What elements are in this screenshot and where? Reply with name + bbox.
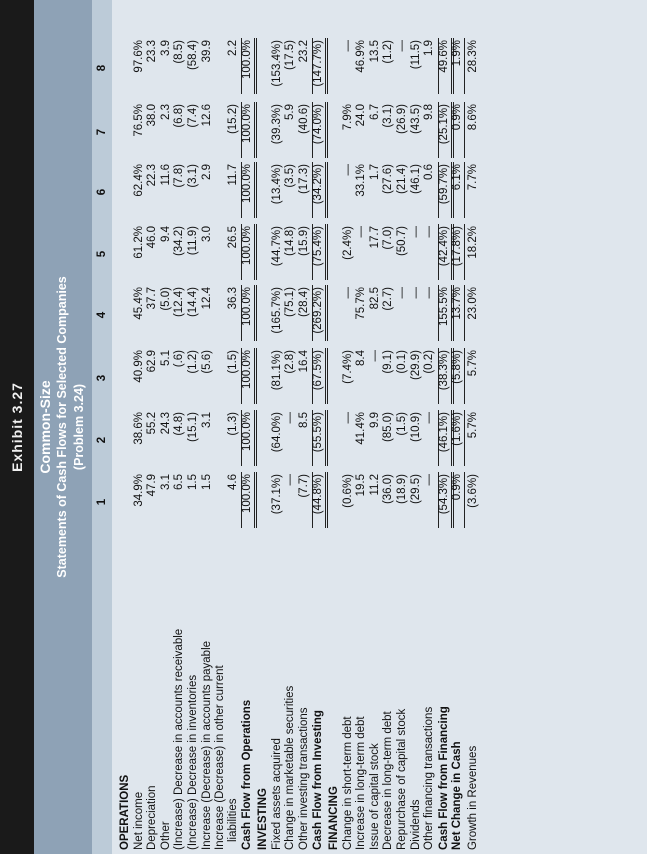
investing-row-3-col-3: 16.4 — [297, 350, 310, 373]
operations-total-col-4: 100.0% — [241, 287, 254, 327]
net-change-rule-7 — [464, 102, 465, 158]
operations-total-col-6: 100.0% — [241, 164, 254, 204]
operations-row-5-col-3: (1.2) — [187, 350, 199, 374]
operations-row-3-label: Other — [159, 821, 172, 850]
operations-row-6-col-4: 12.4 — [200, 287, 213, 310]
financing-row-1-col-1: (0.6%) — [341, 474, 354, 508]
operations-row-5-col-7: (7.4) — [187, 104, 199, 128]
operations-row-1-col-8: 97.6% — [132, 40, 145, 73]
financing-row-2-col-8: 46.9% — [355, 40, 368, 73]
financing-row-3-col-7: 6.7 — [368, 104, 381, 120]
financing-row-7-col-3: (0.2) — [423, 350, 436, 374]
growth-col-5: 18.2% — [466, 226, 479, 259]
investing-row-1-label: Fixed assets acquired — [270, 738, 283, 850]
growth-col-2: 5.7% — [466, 412, 479, 439]
financing-row-4-col-1: (36.0) — [382, 474, 395, 505]
financing-row-3-label: Issue of capital stock — [368, 743, 381, 850]
financing-row-6-col-4: — — [409, 287, 422, 299]
financing-row-4-col-4: (2.7) — [382, 287, 395, 311]
net-change-col-2: (1.6%) — [451, 412, 464, 446]
net-change-rule-5 — [464, 224, 465, 280]
operations-total-col-5: 100.0% — [241, 226, 254, 266]
operations-row-4-col-5: (34.2) — [173, 226, 186, 257]
operations-row-5-col-6: (3.1) — [187, 164, 199, 188]
operations-heading: OPERATIONS — [119, 774, 131, 850]
operations-row-1-col-1: 34.9% — [132, 474, 145, 507]
investing-row-3-col-8: 23.2 — [297, 40, 310, 63]
financing-total-col-3: (38.3%) — [437, 350, 450, 391]
financing-row-1-col-2: — — [341, 412, 354, 424]
financing-row-2-col-2: 41.4% — [355, 412, 368, 445]
financing-row-3-col-2: 9.9 — [368, 412, 381, 428]
operations-row-2-col-1: 47.9 — [146, 474, 159, 497]
financing-row-4-col-7: (3.1) — [382, 104, 395, 128]
financing-row-1-col-5: (2.4%) — [341, 226, 354, 260]
financing-row-6-col-5: — — [409, 226, 422, 238]
investing-total-col-4: (269.2%) — [312, 287, 325, 334]
growth-col-4: 23.0% — [466, 287, 479, 320]
investing-row-2-col-6: (3.5) — [284, 164, 297, 188]
financing-row-4-col-3: (9.1) — [382, 350, 395, 374]
operations-row-4-col-3: (.6) — [173, 350, 186, 368]
operations-row-4-col-6: (7.8) — [173, 164, 186, 188]
investing-row-3-col-4: (28.4) — [297, 287, 310, 318]
investing-row-2-col-1: — — [284, 474, 297, 486]
financing-row-7-col-8: 1.9 — [423, 40, 436, 56]
operations-row-6-col-6: 2.9 — [200, 164, 213, 180]
operations-row-1-col-7: 76.5% — [132, 104, 145, 137]
financing-total-col-5: (42.4%) — [437, 226, 450, 267]
financing-total-col-4: 155.5% — [437, 287, 450, 327]
financing-row-2-col-6: 33.1% — [355, 164, 368, 197]
investing-total-col-8: (147.7%) — [312, 40, 325, 87]
operations-total-col-2: 100.0% — [241, 412, 254, 452]
financing-row-2-col-1: 19.5 — [355, 474, 368, 497]
financing-total-label: Cash Flow from Financing — [437, 706, 450, 850]
investing-row-1-col-2: (64.0%) — [270, 412, 283, 453]
subtitle-text: Statements of Cash Flows for Selected Companies — [55, 276, 69, 578]
operations-total-label: Cash Flow from Operations — [241, 699, 254, 850]
operations-row-4-col-8: (8.5) — [173, 40, 186, 64]
operations-row-5-col-1: 1.5 — [187, 474, 199, 490]
operations-row-4-label: (Increase) Decrease in accounts receivable — [173, 628, 186, 850]
investing-row-3-label: Other investing transactions — [297, 707, 310, 850]
problem-reference: (Problem 3.24) — [72, 383, 86, 471]
financing-row-7-label: Other financing transactions — [423, 706, 436, 850]
operations-row-6-col-5: 3.0 — [200, 226, 213, 242]
financing-row-3-col-3: — — [368, 350, 381, 362]
financing-row-2-col-4: 75.7% — [355, 287, 368, 320]
financing-row-5-col-3: (0.1) — [395, 350, 408, 374]
financing-row-1-col-6: — — [341, 164, 354, 176]
financing-row-3-col-5: 17.7 — [368, 226, 381, 249]
operations-row-2-col-8: 23.3 — [146, 40, 159, 63]
financing-row-5-col-6: (21.4) — [395, 164, 408, 195]
financing-row-3-col-4: 82.5 — [368, 287, 381, 310]
operations-row-7-col-7: (15.2) — [226, 104, 239, 135]
financing-row-4-col-8: (1.2) — [382, 40, 395, 64]
operations-row-6-label: Increase (Decrease) in accounts payable — [200, 640, 213, 850]
operations-row-5-col-8: (58.4) — [187, 40, 199, 71]
financing-row-6-col-3: (29.9) — [409, 350, 422, 381]
table-title: Common-Size — [37, 380, 53, 474]
column-number-7: 7 — [96, 128, 108, 136]
column-number-8: 8 — [96, 64, 108, 72]
financing-row-7-col-2: — — [423, 412, 436, 424]
financing-row-7-col-1: — — [423, 474, 436, 486]
operations-row-5-label: (Increase) Decrease in inventories — [187, 674, 199, 850]
net-change-col-8: 1.9% — [451, 40, 464, 67]
operations-row-2-col-7: 38.0 — [146, 104, 159, 127]
operations-row-1-col-3: 40.9% — [132, 350, 145, 383]
financing-row-1-col-3: (7.4%) — [341, 350, 354, 384]
financing-row-5-col-4: — — [395, 287, 408, 299]
investing-total-col-2: (55.5%) — [312, 412, 325, 453]
investing-total-col-1: (44.8%) — [312, 474, 325, 515]
column-number-3: 3 — [96, 374, 108, 382]
net-change-rule-3 — [464, 348, 465, 404]
operations-row-4-col-7: (6.8) — [173, 104, 186, 128]
operations-total-col-1: 100.0% — [241, 474, 254, 514]
operations-row-3-col-7: 2.3 — [159, 104, 172, 120]
net-change-rule-6 — [464, 162, 465, 218]
investing-total-label: Cash Flow from Investing — [312, 710, 325, 850]
operations-row-5-col-5: (11.9) — [187, 226, 199, 256]
operations-row-6-col-1: 1.5 — [200, 474, 213, 490]
operations-row-4-col-1: 6.5 — [173, 474, 186, 490]
financing-row-3-col-6: 1.7 — [368, 164, 381, 180]
operations-row-2-label: Depreciation — [146, 785, 159, 850]
investing-row-1-col-4: (165.7%) — [270, 287, 283, 334]
net-change-label: Net Change in Cash — [451, 741, 464, 850]
financing-row-7-col-6: 0.6 — [423, 164, 436, 180]
investing-row-1-col-8: (153.4%) — [270, 40, 283, 87]
financing-total-col-8: 49.6% — [437, 40, 450, 73]
financing-row-5-col-5: (50.7) — [395, 226, 408, 257]
operations-row-6-col-8: 39.9 — [200, 40, 213, 63]
financing-heading: FINANCING — [327, 786, 340, 850]
operations-row-1-col-6: 62.4% — [132, 164, 145, 197]
operations-row-3-col-3: 5.1 — [159, 350, 172, 366]
investing-row-1-col-1: (37.1%) — [270, 474, 283, 515]
operations-row-1-col-2: 38.6% — [132, 412, 145, 445]
financing-row-1-col-7: 7.9% — [341, 104, 354, 131]
operations-row-2-col-3: 62.9 — [146, 350, 159, 373]
financing-row-3-col-1: 11.2 — [368, 474, 381, 496]
investing-row-2-col-4: (75.1) — [284, 287, 297, 318]
operations-row-2-col-4: 37.7 — [146, 287, 159, 310]
column-number-2: 2 — [96, 436, 108, 444]
investing-total-col-3: (67.5%) — [312, 350, 325, 391]
financing-row-7-col-5: — — [423, 226, 436, 238]
financing-row-4-label: Decrease in long-term debt — [382, 711, 395, 850]
investing-row-3-col-5: (15.9) — [297, 226, 310, 257]
financing-row-4-col-2: (85.0) — [382, 412, 395, 443]
operations-row-3-col-4: (5.0) — [159, 287, 172, 311]
operations-row-6-col-2: 3.1 — [200, 412, 213, 428]
investing-row-2-col-3: (2.8) — [284, 350, 297, 374]
operations-row-3-col-1: 3.1 — [159, 474, 172, 490]
operations-total-col-7: 100.0% — [241, 104, 254, 144]
investing-row-1-col-6: (13.4%) — [270, 164, 283, 205]
investing-row-1-col-7: (39.3%) — [270, 104, 283, 145]
financing-row-7-col-7: 9.8 — [423, 104, 436, 120]
financing-row-5-col-7: (26.9) — [395, 104, 408, 135]
financing-row-2-col-3: 8.4 — [355, 350, 368, 366]
operations-row-2-col-6: 22.3 — [146, 164, 159, 187]
operations-row-6-col-3: (5.6) — [200, 350, 213, 374]
exhibit-label: Exhibit 3.27 — [9, 382, 25, 472]
operations-row-1-label: Net income — [132, 791, 145, 850]
investing-row-2-col-2: — — [284, 412, 297, 424]
net-change-col-6: 6.1% — [451, 164, 464, 191]
financing-total-col-2: (46.1%) — [437, 412, 450, 453]
investing-total-col-5: (75.4%) — [312, 226, 325, 267]
operations-row-7-label-cont: liabilities — [226, 798, 239, 842]
financing-row-5-label: Repurchase of capital stock — [395, 708, 408, 850]
table-subtitle — [55, 0, 69, 854]
financing-row-6-label: Dividends — [409, 799, 422, 850]
investing-heading: INVESTING — [256, 788, 269, 850]
financing-row-1-col-4: — — [341, 287, 354, 299]
investing-row-3-col-6: (17.3) — [297, 164, 310, 195]
investing-total-col-7: (74.0%) — [312, 104, 325, 145]
net-change-rule-2 — [464, 410, 465, 466]
operations-row-3-col-8: 3.9 — [159, 40, 172, 56]
operations-row-7-col-4: 36.3 — [226, 287, 239, 310]
financing-total-col-7: (25.1%) — [437, 104, 450, 145]
investing-row-1-col-5: (44.7%) — [270, 226, 283, 267]
net-change-col-5: (17.8%) — [451, 226, 464, 267]
column-number-5: 5 — [96, 250, 108, 258]
net-change-rule-1 — [464, 472, 465, 528]
investing-total-col-6: (34.2%) — [312, 164, 325, 205]
net-change-col-3: (5.8%) — [451, 350, 464, 384]
column-number-6: 6 — [96, 188, 108, 196]
financing-row-1-col-8: — — [341, 40, 354, 52]
investing-row-3-col-1: (7.7) — [297, 474, 310, 498]
financing-row-4-col-5: (7.0) — [382, 226, 395, 250]
operations-row-1-col-5: 61.2% — [132, 226, 145, 259]
net-change-col-4: 13.7% — [451, 287, 464, 320]
net-change-col-1: 0.9% — [451, 474, 464, 501]
net-change-rule-8 — [464, 38, 465, 94]
growth-col-7: 8.6% — [466, 104, 479, 131]
operations-row-3-col-6: 11.6 — [159, 164, 172, 186]
financing-row-7-col-4: — — [423, 287, 436, 299]
operations-row-1-col-4: 45.4% — [132, 287, 145, 320]
growth-col-8: 28.3% — [466, 40, 479, 73]
growth-col-3: 5.7% — [466, 350, 479, 377]
financing-row-6-col-8: (11.5) — [409, 40, 422, 70]
investing-row-2-col-7: 5.9 — [284, 104, 297, 120]
net-change-rule-4 — [464, 285, 465, 341]
operations-row-4-col-2: (4.8) — [173, 412, 186, 436]
growth-col-6: 7.7% — [466, 164, 479, 191]
operations-row-4-col-4: (12.4) — [173, 287, 186, 318]
operations-row-6-col-7: 12.6 — [200, 104, 213, 127]
investing-row-2-label: Change in marketable securities — [284, 685, 297, 850]
operations-row-3-col-5: 9.4 — [159, 226, 172, 242]
operations-row-5-col-4: (14.4) — [187, 287, 199, 318]
investing-row-1-col-3: (81.1%) — [270, 350, 283, 391]
financing-row-6-col-7: (43.5) — [409, 104, 422, 135]
operations-row-5-col-2: (15.1) — [187, 412, 199, 443]
operations-row-7-col-5: 26.5 — [226, 226, 239, 249]
operations-row-7-col-2: (1.3) — [226, 412, 239, 436]
investing-row-3-col-7: (40.6) — [297, 104, 310, 135]
growth-col-1: (3.6%) — [466, 474, 479, 508]
financing-row-4-col-6: (27.6) — [382, 164, 395, 195]
investing-row-2-col-8: (17.5) — [284, 40, 297, 71]
financing-total-col-1: (54.3%) — [437, 474, 450, 515]
investing-row-3-col-2: 8.5 — [297, 412, 310, 428]
operations-row-7-col-8: 2.2 — [226, 40, 239, 56]
financing-row-3-col-8: 13.5 — [368, 40, 381, 63]
financing-row-6-col-2: (10.9) — [409, 412, 422, 443]
financing-row-6-col-6: (46.1) — [409, 164, 422, 195]
net-change-col-7: 0.9% — [451, 104, 464, 131]
operations-row-2-col-2: 55.2 — [146, 412, 159, 435]
operations-row-7-col-1: 4.6 — [226, 474, 239, 490]
financing-row-2-col-5: — — [355, 226, 368, 238]
operations-row-2-col-5: 46.0 — [146, 226, 159, 249]
operations-total-col-8: 100.0% — [241, 40, 254, 80]
operations-row-3-col-2: 24.3 — [159, 412, 172, 435]
financing-total-col-6: (59.7%) — [437, 164, 450, 205]
column-number-4: 4 — [96, 311, 108, 319]
financing-row-5-col-8: — — [395, 40, 408, 52]
financing-row-5-col-1: (18.9) — [395, 474, 408, 505]
financing-row-6-col-1: (29.5) — [409, 474, 422, 505]
financing-row-2-label: Increase in long-term debt — [355, 716, 368, 850]
financing-row-2-col-7: 24.0 — [355, 104, 368, 127]
growth-label: Growth in Revenues — [466, 745, 479, 850]
operations-total-col-3: 100.0% — [241, 350, 254, 390]
operations-row-7-col-6: 11.7 — [226, 164, 239, 186]
financing-row-1-label: Change in short-term debt — [341, 716, 354, 850]
column-number-1: 1 — [96, 498, 108, 506]
financing-row-5-col-2: (1.5) — [395, 412, 408, 436]
investing-row-2-col-5: (14.8) — [284, 226, 297, 257]
operations-row-7-label: Increase (Decrease) in other current — [214, 665, 227, 850]
operations-row-7-col-3: (1.5) — [226, 350, 239, 374]
